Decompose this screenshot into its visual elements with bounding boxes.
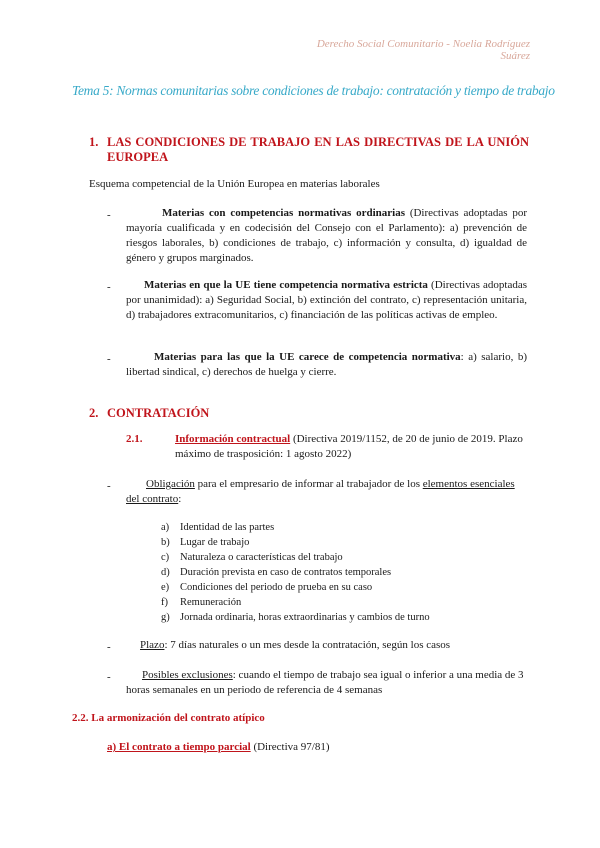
section-2-number: 2. — [89, 406, 99, 420]
running-header: Derecho Social Comunitario - Noelia Rodríguez Suárez — [316, 38, 530, 62]
topic-title: Tema 5: Normas comunitarias sobre condiciones de trabajo: contratación y tiempo de trabajo — [72, 83, 555, 98]
competence-item-label: Materias en que la UE tiene competencia normativa estricta — [144, 279, 428, 291]
subsection-2-1-title: Información contractual — [175, 433, 291, 445]
competence-item-ordinary — [126, 206, 527, 266]
list-item: f) Remuneración — [161, 597, 242, 608]
list-item: d) Duración prevista en caso de contratos temporales — [161, 567, 392, 578]
section-2-title: CONTRATACIÓN — [107, 406, 210, 420]
competence-item-text: (Directivas adoptadas por mayoría cualificada y en codecisión del Consejo con el Parlamento): a) prevención de riesgos laborales, b) condiciones de trabajo, c) información y consulta, d) igualdad de género y grupos marginados. — [126, 207, 528, 264]
exclusions-text: : cuando el tiempo de trabajo sea igual o inferior a una media de 3 horas semanales en un periodo de referencia de 4 semanas — [126, 669, 524, 696]
deadline-text: : 7 días naturales o un mes desde la contratación, según los casos — [164, 639, 451, 651]
section-1-title-line2: EUROPEA — [107, 150, 169, 164]
competence-item-text: (Directivas adoptadas por unanimidad): a) Seguridad Social, b) extinción del contrato, c) representación unitaria, d) trabajadores extracomunitarios, c) financiación de las políticas activas de empleo. — [126, 279, 527, 321]
deadline-label: Plazo — [140, 639, 165, 651]
subsection-2-2-a-label: a) El contrato a tiempo parcial — [107, 741, 251, 753]
competence-item-text: : a) salario, b) libertad sindical, c) derechos de huelga y cierre. — [126, 351, 527, 378]
competence-item-strict — [126, 278, 527, 323]
obligation-paragraph: Obligación para el empresario de informar al trabajador de los elementos esenciales del contrato: — [126, 478, 515, 505]
bullet-dash: - — [107, 671, 111, 683]
subsection-2-1-heading — [175, 432, 527, 462]
competence-item-none — [126, 350, 527, 380]
subsection-2-1-text: (Directiva 2019/1152, de 20 de junio de 2019. Plazo máximo de trasposición: 1 agosto 2022) — [175, 433, 523, 460]
exclusions-paragraph — [126, 668, 528, 698]
list-item: b) Lugar de trabajo — [161, 537, 250, 548]
list-item: a) Identidad de las partes — [161, 522, 275, 533]
subsection-2-2-a-heading — [107, 740, 330, 755]
obligation-text: para el empresario de informar al trabajador de los — [194, 478, 423, 490]
list-item: g) Jornada ordinaria, horas extraordinarias y cambios de turno — [161, 612, 430, 623]
subsection-2-2-title: 2.2. La armonización del contrato atípico — [72, 712, 265, 724]
essential-elements-term: elementos esenciales del contrato — [126, 478, 515, 505]
section-1-intro: Esquema competencial de la Unión Europea en materias laborales — [89, 178, 380, 190]
bullet-dash: - — [107, 480, 111, 492]
list-item: c) Naturaleza o características del trabajo — [161, 552, 343, 563]
section-1-number: 1. — [89, 135, 99, 149]
section-1-title-line1: LAS CONDICIONES DE TRABAJO EN LAS DIRECTIVAS DE LA UNIÓN — [107, 135, 529, 149]
competence-item-label: Materias con competencias normativas ordinarias — [162, 207, 405, 219]
competence-item-label: Materias para las que la UE carece de competencia normativa — [154, 351, 461, 363]
exclusions-label: Posibles exclusiones — [142, 669, 233, 681]
subsection-2-2-a-text: (Directiva 97/81) — [250, 741, 330, 753]
bullet-dash: - — [107, 281, 111, 293]
bullet-dash: - — [107, 641, 111, 653]
deadline-paragraph — [140, 638, 530, 653]
essential-elements-list — [161, 520, 521, 625]
bullet-dash: - — [107, 209, 111, 221]
list-item: e) Condiciones del periodo de prueba en su caso — [161, 582, 373, 593]
subsection-2-1-number: 2.1. — [126, 433, 143, 445]
bullet-dash: - — [107, 353, 111, 365]
obligation-label: Obligación — [146, 478, 195, 490]
